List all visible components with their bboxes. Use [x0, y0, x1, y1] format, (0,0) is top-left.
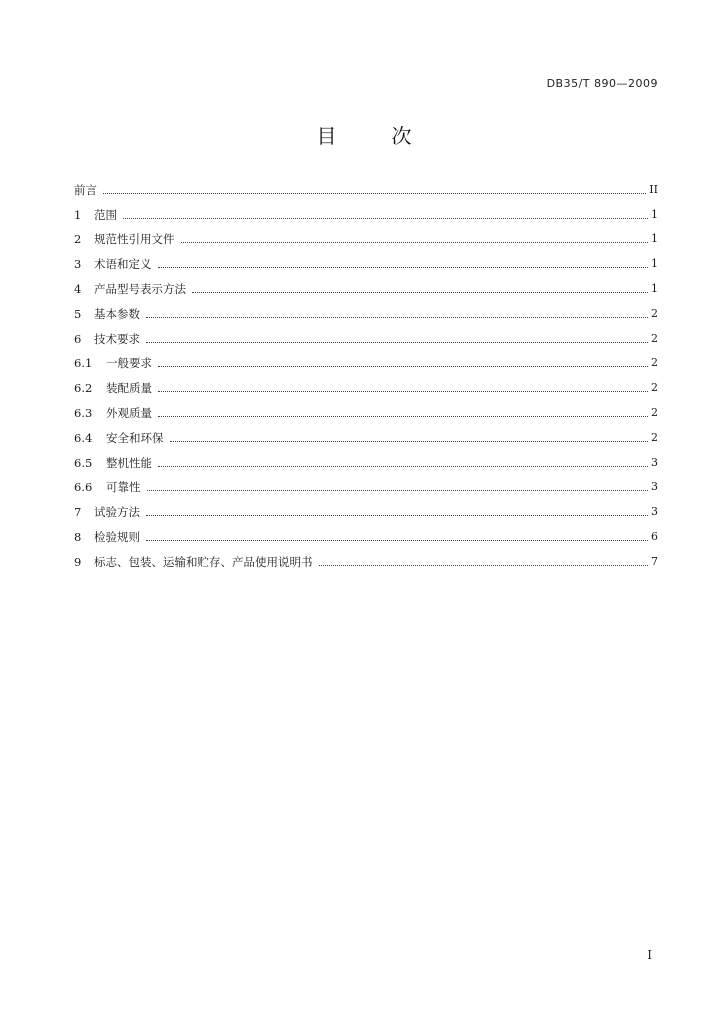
standard-code: DB35/T 890—2009: [546, 77, 658, 90]
toc-entry-label: 技术要求: [94, 331, 140, 346]
toc-leader-dots: [123, 218, 648, 219]
toc-leader-dots: [170, 441, 649, 442]
toc-entry-page: 3: [651, 455, 658, 469]
toc-entry-label: 产品型号表示方法: [94, 281, 186, 296]
toc-entry[interactable]: [74, 370, 658, 395]
page-number: I: [647, 948, 652, 962]
toc-entry-page: 2: [651, 430, 658, 444]
toc-entry-label: 整机性能: [106, 455, 152, 470]
toc-entry-page: 3: [651, 505, 658, 519]
toc-entry[interactable]: [74, 395, 658, 420]
toc-entry-page: 1: [651, 207, 658, 221]
toc-entry-number: 6.5: [74, 455, 93, 470]
toc-entry[interactable]: [74, 420, 658, 445]
toc-entry-number: 2: [74, 232, 82, 247]
toc-entry-label: 范围: [94, 207, 117, 222]
toc-entry[interactable]: [74, 445, 658, 470]
toc-entry-label: 术语和定义: [94, 257, 152, 272]
toc-entry-page: 2: [651, 405, 658, 419]
toc-entry[interactable]: [74, 519, 658, 544]
toc-leader-dots: [158, 366, 648, 367]
toc-leader-dots: [158, 466, 648, 467]
toc-leader-dots: [103, 193, 646, 194]
page-title: 目次: [316, 124, 467, 148]
toc-entry-page: 3: [651, 480, 658, 494]
toc-entry[interactable]: [74, 321, 658, 346]
toc-leader-dots: [158, 416, 648, 417]
toc-entry-label: 安全和环保: [106, 430, 164, 445]
toc-entry-label: 检验规则: [94, 529, 140, 544]
toc-entry[interactable]: [74, 222, 658, 247]
toc-entry-number: 4: [74, 281, 82, 296]
toc-entry-number: 5: [74, 306, 82, 321]
toc-entry-number: 3: [74, 257, 82, 272]
toc-leader-dots: [146, 317, 648, 318]
toc-entry[interactable]: [74, 246, 658, 271]
toc-leader-dots: [158, 391, 648, 392]
toc-entry-number: 9: [74, 554, 82, 569]
toc-entry-page: 7: [651, 554, 658, 568]
toc-entry-page: 1: [651, 281, 658, 295]
toc-entry[interactable]: [74, 470, 658, 495]
toc-leader-dots: [192, 292, 648, 293]
toc-entry-page: II: [649, 182, 658, 196]
toc-entry-number: 6.1: [74, 356, 93, 371]
toc-entry-number: 1: [74, 207, 82, 222]
toc-entry[interactable]: [74, 296, 658, 321]
toc-entry-page: 2: [651, 306, 658, 320]
toc-entry-label: 前言: [74, 182, 97, 197]
toc-entry-page: 2: [651, 331, 658, 345]
toc-entry-label: 规范性引用文件: [94, 232, 175, 247]
toc-entry-number: 7: [74, 505, 82, 520]
toc-entry[interactable]: [74, 197, 658, 222]
toc-entry-label: 标志、包装、运输和贮存、产品使用说明书: [94, 554, 313, 569]
toc-entry-number: 6: [74, 331, 82, 346]
toc-entry-page: 2: [651, 381, 658, 395]
toc-leader-dots: [147, 490, 649, 491]
toc-entry-number: 6.3: [74, 405, 93, 420]
toc-entry-label: 可靠性: [106, 480, 141, 495]
toc-leader-dots: [181, 242, 649, 243]
toc-leader-dots: [319, 565, 649, 566]
table-of-contents: [74, 172, 658, 569]
toc-entry-label: 试验方法: [94, 505, 140, 520]
toc-entry-label: 外观质量: [106, 405, 152, 420]
toc-entry[interactable]: [74, 544, 658, 569]
toc-leader-dots: [146, 342, 648, 343]
toc-entry-label: 基本参数: [94, 306, 140, 321]
toc-entry-number: 6.2: [74, 381, 93, 396]
toc-entry[interactable]: [74, 271, 658, 296]
toc-entry-number: 6.6: [74, 480, 93, 495]
toc-entry-label: 一般要求: [106, 356, 152, 371]
toc-entry-page: 1: [651, 257, 658, 271]
toc-entry[interactable]: [74, 346, 658, 371]
toc-entry-page: 1: [651, 232, 658, 246]
toc-leader-dots: [146, 540, 648, 541]
toc-entry[interactable]: [74, 494, 658, 519]
toc-leader-dots: [146, 515, 648, 516]
toc-entry[interactable]: [74, 172, 658, 197]
toc-leader-dots: [158, 267, 649, 268]
toc-entry-label: 装配质量: [106, 381, 152, 396]
toc-entry-number: 6.4: [74, 430, 93, 445]
toc-entry-page: 2: [651, 356, 658, 370]
toc-entry-number: 8: [74, 529, 82, 544]
toc-entry-page: 6: [651, 529, 658, 543]
